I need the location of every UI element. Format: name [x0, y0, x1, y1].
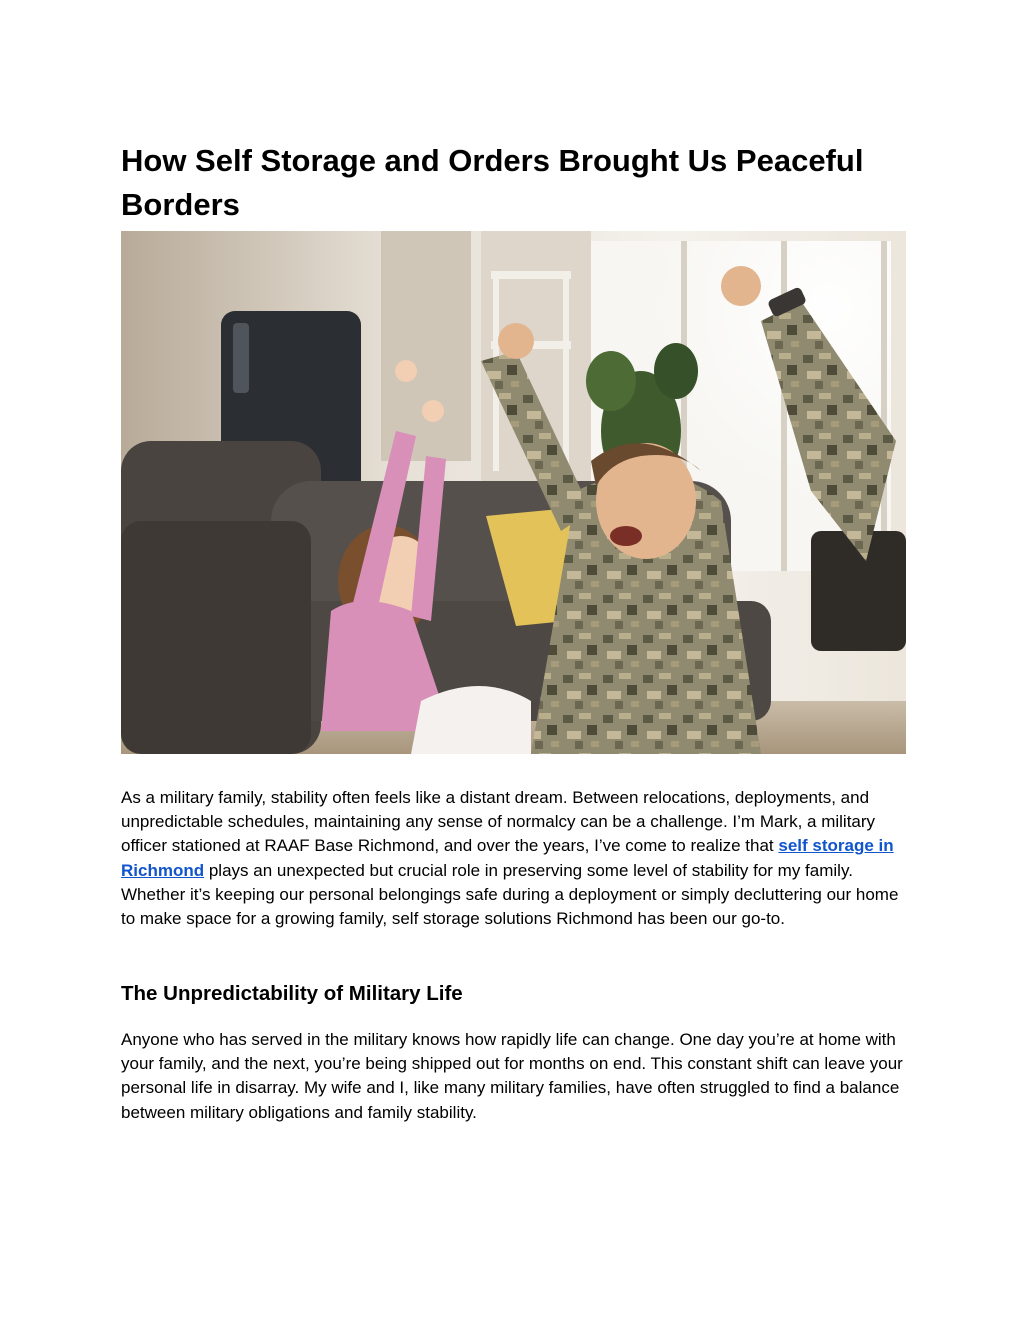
hero-image — [121, 231, 906, 754]
page-title: How Self Storage and Orders Brought Us Peaceful Borders — [121, 143, 864, 222]
intro-text-after-link: plays an unexpected but crucial role in preserving some level of stability for my family. Whether it’s keeping our personal belongings safe during a deployment or simply decluttering our home to make space for a growing family, self storage solutions Richmond has been our go-to. — [121, 860, 899, 929]
intro-paragraph — [121, 786, 907, 931]
hero-photo-illustration — [121, 231, 906, 754]
intro-text-before-link: As a military family, stability often feels like a distant dream. Between relocations, deployments, and unpredictable schedules, maintaining any sense of normalcy can be a challenge. I’m Mark, a military officer stationed at RAAF Base Richmond, and over the years, I’ve come to realize that — [121, 788, 876, 856]
section-heading: The Unpredictability of Military Life — [121, 982, 463, 1005]
section-paragraph: Anyone who has served in the military knows how rapidly life can change. One day you’re at home with your family, and the next, you’re being shipped out for months on end. This constant shift can leave your personal life in disarray. My wife and I, like many military families, have often struggled to find a balance between military obligations and family stability. — [121, 1030, 903, 1122]
self-storage-richmond-link[interactable]: self storage in Richmond — [121, 836, 894, 880]
